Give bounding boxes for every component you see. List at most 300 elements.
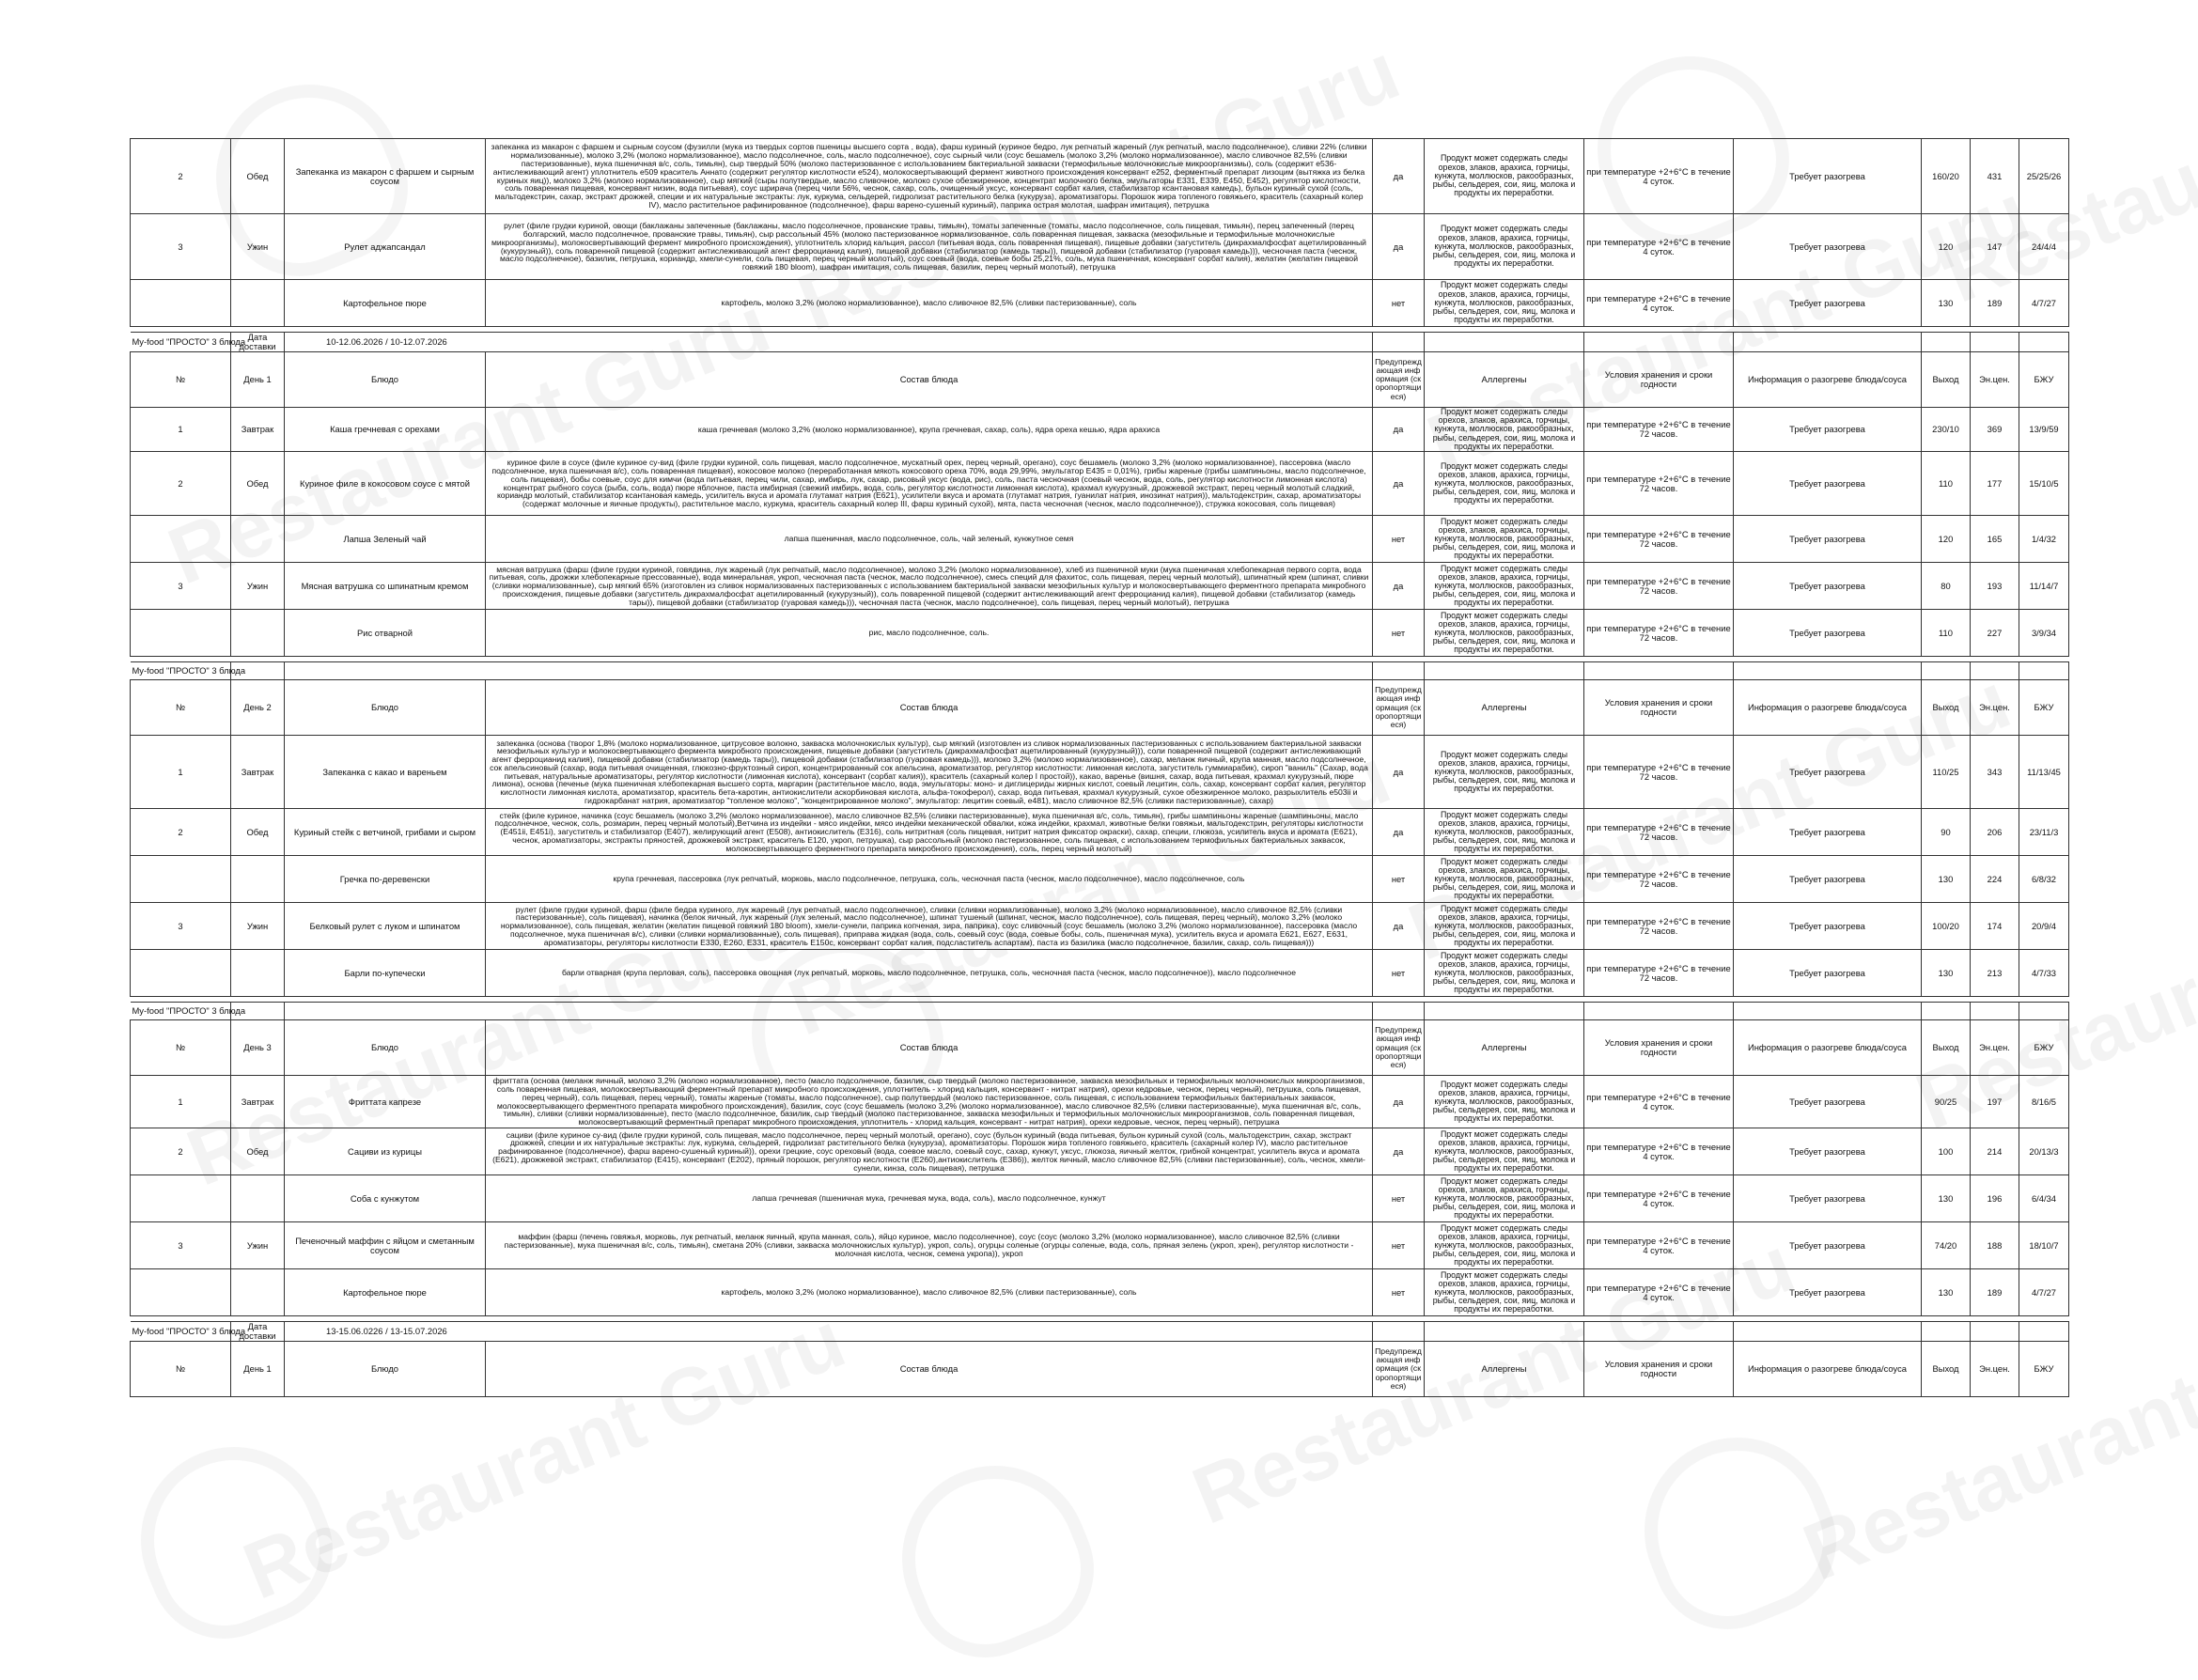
empty-cell [1922, 333, 1971, 352]
storage-conditions: при температуре +2+6°С в течение 72 часов. [1584, 950, 1734, 997]
dish-composition: рулет (филе грудки куриной, фарш (филе бедра куриного, лук жареный (лук репчатый, масло подсолнечное), сливки (сливки нормализованные), молоко 3,2% (молоко нормализованное), масло сливочное 82,5% (сливки пастеризованные), соль пищевая), начинка (белок яичный, лук жареный (лук зеленый, масло подсолнечное), шпинат тушеный (шпинат, чеснок, масло подсолнечное), соль пищевая, перец черный), молоко 3,2% (молоко нормализованное), соль пищевая, желатин (желатин пищевой говяжий 180 bloom), хмели-сунели, паприка копченая, зира, паприка), соус сливочный (соус бешамель (молоко 3,2% (молоко нормализованное), пассеровка (масло подсолнечное, мука пшеничная в/с), сливки (сливки нормализованные), соль пищевая), приправа жидкая (вода, соль, соевый соус (вода, соевые бобы, соль, пшеничная мука), усилитель вкуса и аромата Е621, Е627, Е631, ароматизаторы, регуляторы кислотности Е330, Е260, Е331, краситель Е150с, консервант сорбат калия, подсластитель аспартам), паста из базилика (масло подсолнечное, базилик, сахар, соль пищевая))) [486, 903, 1373, 950]
empty-cell [1734, 662, 1922, 680]
perishable-warning: да [1373, 809, 1425, 856]
header-composition: Состав блюда [486, 680, 1373, 736]
portion-yield: 120 [1922, 214, 1971, 280]
heating-info: Требует разогрева [1734, 1128, 1922, 1175]
energy-value: 196 [1971, 1175, 2019, 1222]
header-number: № [131, 1342, 231, 1397]
bju-value: 4/7/27 [2019, 280, 2069, 327]
heating-info: Требует разогрева [1734, 610, 1922, 657]
allergens-note: Продукт может содержать следы орехов, злаков, арахиса, горчицы, кунжута, моллюсков, ракообразных, рыбы, сельдерея, сои, яиц, молока и продукты их переработки. [1425, 1128, 1584, 1175]
bju-value: 4/7/33 [2019, 950, 2069, 997]
menu-name: My-food "ПРОСТО" 3 блюда [132, 1326, 246, 1337]
dish-name: Белковый рулет с луком и шпинатом [285, 903, 486, 950]
storage-conditions: при температуре +2+6°С в течение 72 часов. [1584, 736, 1734, 809]
header-energy: Эн.цен. [1971, 1342, 2019, 1397]
table-row [131, 407, 2069, 451]
header-allergens: Аллергены [1425, 1342, 1584, 1397]
watermark-logo-icon [1616, 1409, 1859, 1652]
heating-info: Требует разогрева [1734, 516, 1922, 563]
row-number [131, 516, 231, 563]
dish-name: Гречка по-деревенски [285, 856, 486, 903]
table-row [131, 452, 2069, 516]
empty-cell [1373, 1003, 1425, 1020]
row-number: 1 [131, 1076, 231, 1128]
delivery-dates: 13-15.06.0226 / 13-15.07.2026 [326, 1326, 447, 1337]
portion-yield: 160/20 [1922, 139, 1971, 214]
heating-info: Требует разогрева [1734, 856, 1922, 903]
header-composition: Состав блюда [486, 1020, 1373, 1076]
row-number [131, 1269, 231, 1316]
watermark-logo-icon [113, 1419, 355, 1661]
table-row [131, 563, 2069, 610]
menu-info-row [131, 662, 2069, 680]
row-number [131, 950, 231, 997]
storage-conditions: при температуре +2+6°С в течение 4 суток. [1584, 1175, 1734, 1222]
header-storage: Условия хранения и сроки годности [1584, 680, 1734, 736]
menu-name: My-food "ПРОСТО" 3 блюда [132, 335, 246, 347]
header-energy: Эн.цен. [1971, 680, 2019, 736]
perishable-warning: да [1373, 452, 1425, 516]
header-warning: Предупреждающая информация (скоропортящиеся) [1373, 1342, 1425, 1397]
empty-cell [1584, 1003, 1734, 1020]
heating-info: Требует разогрева [1734, 214, 1922, 280]
bju-value: 25/25/26 [2019, 139, 2069, 214]
meal-type: Завтрак [231, 736, 285, 809]
bju-value: 11/13/45 [2019, 736, 2069, 809]
empty-cell [1425, 1322, 1584, 1342]
portion-yield: 74/20 [1922, 1222, 1971, 1269]
meal-type [231, 856, 285, 903]
dish-composition: рулет (филе грудки куриной, овощи (баклажаны запеченные (баклажаны, масло подсолнечное, прованские травы, тимьян), томаты запеченные (томаты, масло подсолнечное, соль пищевая, тимьян), перец запеченный (перец болгарский, масло подсолнечное, прованские травы, тимьян), сыр рассольный 45% (молоко пастеризованное нормализованное, соль поваренная пищевая, закваска (мезофильные и термофильные молочнокислые микроорганизмы), молокосвертывающий фермент микробного происхождения), уплотнитель хлорид кальция, рассол (питьевая вода, соль поваренная пищевая), пищевые добавки (загуститель (дикрахмалфосфат ацетилированный (кукурузный)), соль поваренной пищевой (содержит антислеживающий агент ферроцианид калия), пищевой добавки (стабилизатор (камедь тары)), пищевой добавки (стабилизатор (гуаровая камедь))), чесночная паста (чеснок, масло подсолнечное), базилик, петрушка, кориандр, хмели-сунели, соль пищевая, перец черный молотый), соус соевый (вода, соевые бобы 25,21%, соль, мука пшеничная, консервант сорбат калия), желатин (желатин пищевой говяжий 180 bloom), шафран имитация, соль пищевая, базилик, перец черный молотый), петрушка [486, 214, 1373, 280]
empty-cell [1373, 333, 1425, 352]
perishable-warning: нет [1373, 280, 1425, 327]
portion-yield: 80 [1922, 563, 1971, 610]
allergens-note: Продукт может содержать следы орехов, злаков, арахиса, горчицы, кунжута, моллюсков, ракообразных, рыбы, сельдерея, сои, яиц, молока и продукты их переработки. [1425, 1222, 1584, 1269]
meal-type: Обед [231, 452, 285, 516]
heating-info: Требует разогрева [1734, 1269, 1922, 1316]
energy-value: 431 [1971, 139, 2019, 214]
empty-cell [1373, 1322, 1425, 1342]
perishable-warning: нет [1373, 950, 1425, 997]
table-row [131, 610, 2069, 657]
header-bju: БЖУ [2019, 351, 2069, 407]
menu-name: My-food "ПРОСТО" 3 блюда [132, 1005, 246, 1017]
storage-conditions: при температуре +2+6°С в течение 4 суток. [1584, 214, 1734, 280]
row-number: 2 [131, 1128, 231, 1175]
energy-value: 224 [1971, 856, 2019, 903]
header-heating: Информация о разогреве блюда/соуса [1734, 680, 1922, 736]
storage-conditions: при температуре +2+6°С в течение 72 часов. [1584, 452, 1734, 516]
energy-value: 177 [1971, 452, 2019, 516]
perishable-warning: да [1373, 139, 1425, 214]
allergens-note: Продукт может содержать следы орехов, злаков, арахиса, горчицы, кунжута, моллюсков, ракообразных, рыбы, сельдерея, сои, яиц, молока и продукты их переработки. [1425, 950, 1584, 997]
empty-cell [1922, 1003, 1971, 1020]
header-storage: Условия хранения и сроки годности [1584, 351, 1734, 407]
table-row [131, 903, 2069, 950]
energy-value: 189 [1971, 280, 2019, 327]
empty-cell [1922, 1322, 1971, 1342]
portion-yield: 100/20 [1922, 903, 1971, 950]
storage-conditions: при температуре +2+6°С в течение 4 суток. [1584, 280, 1734, 327]
bju-value: 11/14/7 [2019, 563, 2069, 610]
row-number: 3 [131, 214, 231, 280]
watermark-logo-icon [874, 1438, 1116, 1680]
heating-info: Требует разогрева [1734, 903, 1922, 950]
storage-conditions: при температуре +2+6°С в течение 72 часов. [1584, 516, 1734, 563]
perishable-warning: да [1373, 563, 1425, 610]
dish-composition: мясная ватрушка (фарш (филе грудки куриной, говядина, лук жареный (лук репчатый, масло подсолнечное), молоко 3,2% (молоко нормализованное), хлеб из пшеничной муки (мука пшеничная хлебопекарная первого сорта, вода питьевая, соль, дрожжи хлебопекарные прессованные), вода минеральная, укроп, чесночная паста (чеснок, масло подсолнечное), смесь специй для фахитос, соль пищевая, перец черный молотый), шпинатный крем (шпинат, сливки (сливки нормализованные), сыр мягкий 65% (изготовлен из сливок нормализованных пастеризованных с использованием бактериальной закваски мезофильных культур и молокосвертывающего ферментного препарата микробного происхождения, пищевые добавки (загуститель дикрахмалфосфат ацетилированный (кукурузный)), соль поваренной пищевой (содержит антислеживающий агент ферроцианид калия), пищевой добавки (стабилизатор (камедь тары)), пищевой добавки (стабилизатор (гуаровая камедь))), чесночная паста (чеснок, масло подсолнечное), соль пищевая, перец черный молотый), петрушка [486, 563, 1373, 610]
empty-cell [1425, 333, 1584, 352]
heating-info: Требует разогрева [1734, 452, 1922, 516]
header-composition: Состав блюда [486, 1342, 1373, 1397]
allergens-note: Продукт может содержать следы орехов, злаков, арахиса, горчицы, кунжута, моллюсков, ракообразных, рыбы, сельдерея, сои, яиц, молока и продукты их переработки. [1425, 736, 1584, 809]
bju-value: 24/4/4 [2019, 214, 2069, 280]
table-header-row [131, 1342, 2069, 1397]
dish-composition: картофель, молоко 3,2% (молоко нормализованное), масло сливочное 82,5% (сливки пастеризованные), соль [486, 1269, 1373, 1316]
empty-cell [1584, 1322, 1734, 1342]
allergens-note: Продукт может содержать следы орехов, злаков, арахиса, горчицы, кунжута, моллюсков, ракообразных, рыбы, сельдерея, сои, яиц, молока и продукты их переработки. [1425, 903, 1584, 950]
row-number [131, 610, 231, 657]
energy-value: 197 [1971, 1076, 2019, 1128]
energy-value: 165 [1971, 516, 2019, 563]
perishable-warning: нет [1373, 1222, 1425, 1269]
allergens-note: Продукт может содержать следы орехов, злаков, арахиса, горчицы, кунжута, моллюсков, ракообразных, рыбы, сельдерея, сои, яиц, молока и продукты их переработки. [1425, 280, 1584, 327]
header-energy: Эн.цен. [1971, 1020, 2019, 1076]
header-heating: Информация о разогреве блюда/соуса [1734, 1342, 1922, 1397]
heating-info: Требует разогрева [1734, 809, 1922, 856]
header-number: № [131, 351, 231, 407]
allergens-note: Продукт может содержать следы орехов, злаков, арахиса, горчицы, кунжута, моллюсков, ракообразных, рыбы, сельдерея, сои, яиц, молока и продукты их переработки. [1425, 809, 1584, 856]
header-allergens: Аллергены [1425, 351, 1584, 407]
table-row [131, 214, 2069, 280]
dish-composition: лапша гречневая (пшеничная мука, гречневая мука, вода, соль), масло подсолнечное, кунжут [486, 1175, 1373, 1222]
row-number: 3 [131, 1222, 231, 1269]
table-row [131, 280, 2069, 327]
allergens-note: Продукт может содержать следы орехов, злаков, арахиса, горчицы, кунжута, моллюсков, ракообразных, рыбы, сельдерея, сои, яиц, молока и продукты их переработки. [1425, 856, 1584, 903]
portion-yield: 230/10 [1922, 407, 1971, 451]
meal-type: Обед [231, 139, 285, 214]
header-day: День 2 [231, 680, 285, 736]
dish-composition: запеканка (основа (творог 1,8% (молоко нормализованное, цитрусовое волокно, закваска молочнокислых культур), сыр мягкий (изготовлен из сливок нормализованных пастеризованных с использованием бактериальной закваски мезофильных культур и молокосвертывающего фермента микробного происхождения, пищевые добавки (загуститель (дикрахмалфосфат ацетилированный (кукурузный))), соли поваренной пищевой (содержит антислеживающий агент ферроцианид калия), пищевой добавки (стабилизатор (камедь тары)), пищевой добавки (стабилизатор (гуаровая камедь))), молоко 3,2% (молоко нормализованное), сахар, меланж яичный, крупа манная, масло подсолнечное, сок апельсиновый (сахар, вода питьевая очищенная, глюкозно-фруктозный сироп, концентрированный сок апельсина, ароматизатор, регулятор кислотности: лимонная кислота, загуститель гуммиарабик), сироп "ваниль" (Сахар, вода питьевая, натуральные ароматизаторы, регулятор кислотности (лимонная кислота), консервант (сорбат калия)), краситель (сахарный колер I простой)), какао, варенье (вишня, сахар, вода питьевая, крахмал кукурузный, пюре лимона), основа (печенье (мука пшеничная хлебопекарная высшего сорта, маргарин (растительное масло, вода, эмульгаторы: моно- и диглицериды жирных кислот, соевый лецитин, соль, сахар, консервант сорбат калия, регулятор кислотности лимонная кислота, ароматизатор, краситель бета-каротин, антиокислители аскорбиновая кислота, альфа-токоферол), сахар, вода питьевая, крахмал кукурузный, сухое обезжиренное молоко, разрыхлитель е503ii и гидрокарбанат натрия, ароматизатор "топленое молоко", "концентрированное молоко", эмульгатор: лецитин соевый, е481), масло сливочное 82,5% (сливки пастеризованные), сахар) [486, 736, 1373, 809]
dish-name: Рис отварной [285, 610, 486, 657]
empty-cell [2019, 662, 2069, 680]
perishable-warning: да [1373, 1128, 1425, 1175]
row-number: 2 [131, 809, 231, 856]
header-bju: БЖУ [2019, 1020, 2069, 1076]
row-number: 1 [131, 736, 231, 809]
menu-table [130, 138, 2069, 1397]
perishable-warning: да [1373, 736, 1425, 809]
storage-conditions: при температуре +2+6°С в течение 72 часов. [1584, 903, 1734, 950]
meal-type: Завтрак [231, 407, 285, 451]
storage-conditions: при температуре +2+6°С в течение 4 суток. [1584, 1269, 1734, 1316]
energy-value: 369 [1971, 407, 2019, 451]
meal-type: Обед [231, 809, 285, 856]
portion-yield: 90/25 [1922, 1076, 1971, 1128]
menu-info-row [131, 1322, 2069, 1342]
dish-composition: барли отварная (крупа перловая, соль), пассеровка овощная (лук репчатый, морковь, масло подсолнечное, петрушка, соль, чесночная паста (чеснок, масло подсолнечное)), масло подсолнечное [486, 950, 1373, 997]
table-row [131, 950, 2069, 997]
storage-conditions: при температуре +2+6°С в течение 72 часов. [1584, 563, 1734, 610]
header-heating: Информация о разогреве блюда/соуса [1734, 1020, 1922, 1076]
bju-value: 13/9/59 [2019, 407, 2069, 451]
empty-cell [1373, 662, 1425, 680]
energy-value: 214 [1971, 1128, 2019, 1175]
heating-info: Требует разогрева [1734, 1076, 1922, 1128]
header-day: День 1 [231, 1342, 285, 1397]
meal-type: Обед [231, 1128, 285, 1175]
allergens-note: Продукт может содержать следы орехов, злаков, арахиса, горчицы, кунжута, моллюсков, ракообразных, рыбы, сельдерея, сои, яиц, молока и продукты их переработки. [1425, 139, 1584, 214]
header-allergens: Аллергены [1425, 680, 1584, 736]
dish-composition: сациви (филе куриное су-вид (филе грудки куриной, соль пищевая, масло подсолнечное, перец черный молотый, орегано), соус (бульон куриный (вода питьевая, бульон куриный сухой (соль, мальтодекстрин, сахар, экстракт дрожжей, специи и их натуральные экстракты: лук, куркума, сельдерей, гидролизат растительного белка (кукуруза), ароматизаторы. Порошок жира топленого говяжьего, краситель (сахарный колер IV), масло растительное рафинированное (подсолнечное), фарш варено-сушеный куриный)), орехи грецкие, соус ореховый (вода, соевое масло, соевый соус, сахар, кунжут, уксус, глюкоза, яичный желток, грибной концентрат, усилитель вкуса и аромата (Е621), дрожжевой экстракт, стабилизатор (Е415), консервант (Е202), пряный порошок, регулятор кислотности (Е260),антиокислитель (Е386)), желток яичный, масло сливочное 82,5% (сливки пастеризованные), соль, чеснок, хмели-сунели, кинза, соль пищевая), петрушка [486, 1128, 1373, 1175]
energy-value: 174 [1971, 903, 2019, 950]
dish-name: Запеканка с какао и вареньем [285, 736, 486, 809]
header-dish: Блюдо [285, 1342, 486, 1397]
empty-cell [1734, 333, 1922, 352]
header-warning: Предупреждающая информация (скоропортящиеся) [1373, 351, 1425, 407]
energy-value: 227 [1971, 610, 2019, 657]
portion-yield: 90 [1922, 809, 1971, 856]
allergens-note: Продукт может содержать следы орехов, злаков, арахиса, горчицы, кунжута, моллюсков, ракообразных, рыбы, сельдерея, сои, яиц, молока и продукты их переработки. [1425, 516, 1584, 563]
storage-conditions: при температуре +2+6°С в течение 72 часов. [1584, 809, 1734, 856]
dish-composition: рис, масло подсолнечное, соль. [486, 610, 1373, 657]
header-day: День 1 [231, 351, 285, 407]
dish-name: Картофельное пюре [285, 280, 486, 327]
header-warning: Предупреждающая информация (скоропортящиеся) [1373, 1020, 1425, 1076]
allergens-note: Продукт может содержать следы орехов, злаков, арахиса, горчицы, кунжута, моллюсков, ракообразных, рыбы, сельдерея, сои, яиц, молока и продукты их переработки. [1425, 1269, 1584, 1316]
energy-value: 147 [1971, 214, 2019, 280]
heating-info: Требует разогрева [1734, 1175, 1922, 1222]
delivery-date-label: Дата доставки [231, 333, 285, 352]
dish-composition: крупа гречневая, пассеровка (лук репчатый, морковь, масло подсолнечное, петрушка, соль, чесночная паста (чеснок, масло подсолнечное), масло подсолнечное, соль [486, 856, 1373, 903]
table-row [131, 1222, 2069, 1269]
bju-value: 4/7/27 [2019, 1269, 2069, 1316]
empty-cell [2019, 1322, 2069, 1342]
meal-type [231, 610, 285, 657]
header-bju: БЖУ [2019, 680, 2069, 736]
delivery-dates: 10-12.06.2026 / 10-12.07.2026 [326, 335, 447, 347]
table-row [131, 1269, 2069, 1316]
energy-value: 213 [1971, 950, 2019, 997]
dish-composition: фриттата (основа (меланж яичный, молоко 3,2% (молоко нормализованное), песто (масло подсолнечное, базилик, сыр твердый (молоко пастеризованное, закваска мезофильных и термофильных молочнокислых микроорганизмов, соль поваренная пищевая, молокосвертывающий ферментный препарат микробного происхождения, уплотнитель - хлорид кальция, консервант - нитрат натрия), орехи кедровые, чеснок, перец черный), петрушка, соль пищевая, перец черный), соль пищевая, перец черный), томаты жареные (томаты, масло подсолнечное), сыр полутвердый (молоко пастеризованное, соль пищевая, с использованием термофильных бактериальных заквасок, молокосвертывающего ферментного препарата микробного происхождения), базилик, соус (соус бешамель (молоко 3,2% (молоко нормализованное), масло сливочное 82,5% (сливки пастеризованные), мука пшеничная в/с, соль, тимьян), сливки (сливки нормализованные), песто (масло подсолнечное, базилик, сыр твердый (молоко пастеризованное, закваска мезофильных и термофильных молочнокислых микроорганизмов, соль поваренная пищевая, молокосвертывающий ферментный препарат микробного происхождения, уплотнитель - хлорид кальция, консервант - нитрат натрия), орехи кедровые, чеснок, перец черный), петрушка [486, 1076, 1373, 1128]
table-row [131, 1076, 2069, 1128]
empty-cell [1584, 662, 1734, 680]
storage-conditions: при температуре +2+6°С в течение 4 суток. [1584, 1222, 1734, 1269]
empty-cell [1734, 1322, 1922, 1342]
meal-type [231, 280, 285, 327]
portion-yield: 130 [1922, 950, 1971, 997]
heating-info: Требует разогрева [1734, 563, 1922, 610]
meal-type [231, 1269, 285, 1316]
empty-cell [1734, 1003, 1922, 1020]
bju-value: 1/4/32 [2019, 516, 2069, 563]
empty-cell [1971, 662, 2019, 680]
bju-value: 20/13/3 [2019, 1128, 2069, 1175]
dish-name: Печеночный маффин с яйцом и сметанным соусом [285, 1222, 486, 1269]
dish-name: Лапша Зеленый чай [285, 516, 486, 563]
portion-yield: 130 [1922, 856, 1971, 903]
meal-type: Ужин [231, 214, 285, 280]
heating-info: Требует разогрева [1734, 280, 1922, 327]
heating-info: Требует разогрева [1734, 1222, 1922, 1269]
dish-composition: лапша пшеничная, масло подсолнечное, соль, чай зеленый, кунжутное семя [486, 516, 1373, 563]
empty-cell [1922, 662, 1971, 680]
dish-composition: куриное филе в соусе (филе куриное су-вид (филе грудки куриной, соль пищевая, масло подсолнечное, мускатный орех, перец черный, орегано), соус бешамель (молоко 3,2% (молоко нормализованное), пассеровка (масло подсолнечное, мука пшеничная в/с), соль поваренная пищевая), кокосовое молоко (переработанная мякоть кокосового ореха 70%, вода 29,99%, эмульгатор Е435 = 0,01%), грибы жареные (грибы шампиньоны, масло подсолнечное, соль пищевая), бобы соевые, соус для кимчи (вода питьевая, перец чили, сахар, имбирь, лук, сахар, рисовый уксус (вода, рис), соль, паста чесночная (соевый чеснок, вода, соль, регулятор кислотности лимонная кислота) концентрат рыбного соуса (рыба, соль, вода) пюре яблочное, паста имбирная (свежий имбирь, вода, соль, регулятор кислотности лимонная кислота), крахмал кукурузный, дрожжевой экстракт, перец черный молотый сладкий, кориандр молотый, стабилизатор ксантановая камедь, усилитель вкуса и аромата глутамат натрия (Е621), усилители вкуса и аромата (глутамат натрия, гуанилат натрия, инозинат натрия)), мальтодекстрин, сахар, ароматизаторы (содержат молочные и яичные продукты), растительное масло, куркума, краситель сахарный колер III, фарш куриный сухой), мята, паста чесночная (чеснок, масло подсолнечное)), стружка кокосовая, соль пищевая) [486, 452, 1373, 516]
header-storage: Условия хранения и сроки годности [1584, 1342, 1734, 1397]
table-header-row [131, 351, 2069, 407]
bju-value: 3/9/34 [2019, 610, 2069, 657]
portion-yield: 130 [1922, 1175, 1971, 1222]
dish-composition: запеканка из макарон с фаршем и сырным соусом (фузилли (мука из твердых сортов пшеницы высшего сорта , вода), фарш куриный (куриное бедро, лук репчатый жареный (лук репчатый, масло подсолнечное), сливки 22% (сливки нормализованные), молоко 3,2% (молоко нормализованное), масло подсолнечное, соль, масло подсолнечное), соус сырный чили (соус бешамель (молоко 3,2% (молоко нормализованное), масло сливочное 82,5% (сливки пастеризованные), мука пшеничная в/с, соль, тимьян), сыр твердый 50% (молоко пастеризованное с использованием бактериальной закваски (термофильные молочнокислые микроорганизмы), соль (содержит е536- антислеживающий агент) уплотнитель е509 краситель Аннато (содержит регулятор кислотности е524), молокосвертывающий фермент животного происхождения консервант е252, ферментный препарат лизоцим (вытяжка из белка куриных яиц)), молоко 3,2% (молоко нормализованное), сыр мягкий (сыры полутвердые, масло сливочное, молоко сухое обезжиренное, концентрат молочного белка, эмульгаторы Е331, Е339, Е450, Е452), регулятор кислотности, соль поваренная пищевая, консервант низин, вода питьевая), соус шрирача (перец чили 56%, чеснок, сахар, соль, очищенный уксус, консервант сорбат калия, стабилизатор ксантановая камедь), бульон куриный сухой (соль, мальтодекстрин, сахар, экстракт дрожжей, специи и их натуральные экстракты: лук, куркума, сельдерей, гидролизат растительного белка (кукуруза), ароматизаторы. Порошок жира топленого говяжьего, краситель (сахарный колер IV), масло растительное рафинированное (подсолнечное), фарш варено-сушеный куриный), паприка острая молотая, шафран имитация), петрушка [486, 139, 1373, 214]
header-allergens: Аллергены [1425, 1020, 1584, 1076]
dish-composition: стейк (филе куриное, начинка (соус бешамель (молоко 3,2% (молоко нормализованное), масло сливочное 82,5% (сливки пастеризованные), мука пшеничная в/с, соль, тимьян), грибы шампиньоны жареные (шампиньоны, масло подсолнечное, чеснок, соль, розмарин, перец черный молотый),Ветчина из индейки - мясо индейки, мясо индейки механической обвалки, кожа индейки, крахмал, животные белки говяжьи, мальтодекстрин, регуляторы кислотности (Е451ii, Е451i), загуститель и стабилизатор (Е407), желирующий агент (Е508), антиокислитель (Е316), соль нитритная (соль пищевая, нитрит натрия фиксатор окраски), сахар, специи, глюкоза, усилитель вкуса и аромата (Е621), чеснок, ароматизаторы, экстракты пряностей, дрожжевой экстракт, краситель Е120, укроп, петрушка), сыр рассольный (молоко пастеризованное, соль пищевая, с использованием термофильных бактериальных заквасок, молокосвертывающего ферментного препарата микробного происхождения), соль, перец черный молотый) [486, 809, 1373, 856]
allergens-note: Продукт может содержать следы орехов, злаков, арахиса, горчицы, кунжута, моллюсков, ракообразных, рыбы, сельдерея, сои, яиц, молока и продукты их переработки. [1425, 407, 1584, 451]
heating-info: Требует разогрева [1734, 950, 1922, 997]
portion-yield: 130 [1922, 1269, 1971, 1316]
row-number [131, 856, 231, 903]
dish-name: Мясная ватрушка со шпинатным кремом [285, 563, 486, 610]
empty-cell [1971, 1322, 2019, 1342]
meal-type: Ужин [231, 1222, 285, 1269]
dish-composition: маффин (фарш (печень говяжья, морковь, лук репчатый, меланж яичный, крупа манная, соль), яйцо куриное, масло подсолнечное), соус (соус (молоко 3,2% (молоко нормализованное), масло сливочное 82,5% (сливки пастеризованные), мука пшеничная в/с, соль, тимьян), сметана 20% (сливки, закваска молочнокислых культур), укроп, соль), огурцы соленые (огурцы соленые, вода, соль, пряная зелень (укроп, хрен), регулятор кислотности - молочная кислота, чеснок, семена укропа)), укроп [486, 1222, 1373, 1269]
empty-cell [1971, 1003, 2019, 1020]
perishable-warning: да [1373, 903, 1425, 950]
dish-name: Рулет аджапсандал [285, 214, 486, 280]
storage-conditions: при температуре +2+6°С в течение 72 часов. [1584, 610, 1734, 657]
heating-info: Требует разогрева [1734, 139, 1922, 214]
row-number [131, 280, 231, 327]
allergens-note: Продукт может содержать следы орехов, злаков, арахиса, горчицы, кунжута, моллюсков, ракообразных, рыбы, сельдерея, сои, яиц, молока и продукты их переработки. [1425, 214, 1584, 280]
dish-name: Каша гречневая с орехами [285, 407, 486, 451]
dish-name: Барли по-купечески [285, 950, 486, 997]
bju-value: 8/16/5 [2019, 1076, 2069, 1128]
storage-conditions: при температуре +2+6°С в течение 4 суток. [1584, 1128, 1734, 1175]
table-row [131, 1175, 2069, 1222]
portion-yield: 110 [1922, 452, 1971, 516]
portion-yield: 120 [1922, 516, 1971, 563]
table-row [131, 809, 2069, 856]
energy-value: 193 [1971, 563, 2019, 610]
meal-type: Ужин [231, 563, 285, 610]
meal-type [231, 1175, 285, 1222]
table-row [131, 516, 2069, 563]
delivery-dates [285, 1003, 1373, 1020]
perishable-warning: нет [1373, 1175, 1425, 1222]
table-row [131, 736, 2069, 809]
row-number: 3 [131, 563, 231, 610]
allergens-note: Продукт может содержать следы орехов, злаков, арахиса, горчицы, кунжута, моллюсков, ракообразных, рыбы, сельдерея, сои, яиц, молока и продукты их переработки. [1425, 1076, 1584, 1128]
bju-value: 15/10/5 [2019, 452, 2069, 516]
meal-type [231, 950, 285, 997]
menu-name: My-food "ПРОСТО" 3 блюда [132, 665, 246, 677]
meal-type: Ужин [231, 903, 285, 950]
perishable-warning: нет [1373, 856, 1425, 903]
row-number: 3 [131, 903, 231, 950]
energy-value: 188 [1971, 1222, 2019, 1269]
allergens-note: Продукт может содержать следы орехов, злаков, арахиса, горчицы, кунжута, моллюсков, ракообразных, рыбы, сельдерея, сои, яиц, молока и продукты их переработки. [1425, 452, 1584, 516]
portion-yield: 130 [1922, 280, 1971, 327]
perishable-warning: нет [1373, 1269, 1425, 1316]
header-yield: Выход [1922, 1342, 1971, 1397]
empty-cell [1971, 333, 2019, 352]
dish-name: Сациви из курицы [285, 1128, 486, 1175]
dish-name: Куриный стейк с ветчиной, грибами и сыром [285, 809, 486, 856]
heating-info: Требует разогрева [1734, 407, 1922, 451]
meal-type [231, 516, 285, 563]
storage-conditions: при температуре +2+6°С в течение 4 суток. [1584, 1076, 1734, 1128]
portion-yield: 110 [1922, 610, 1971, 657]
allergens-note: Продукт может содержать следы орехов, злаков, арахиса, горчицы, кунжута, моллюсков, ракообразных, рыбы, сельдерея, сои, яиц, молока и продукты их переработки. [1425, 1175, 1584, 1222]
header-yield: Выход [1922, 1020, 1971, 1076]
row-number: 2 [131, 139, 231, 214]
dish-name: Картофельное пюре [285, 1269, 486, 1316]
energy-value: 206 [1971, 809, 2019, 856]
bju-value: 23/11/3 [2019, 809, 2069, 856]
dish-composition: каша гречневая (молоко 3,2% (молоко нормализованное), крупа гречневая, сахар, соль), ядра ореха кешью, ядра арахиса [486, 407, 1373, 451]
perishable-warning: да [1373, 214, 1425, 280]
storage-conditions: при температуре +2+6°С в течение 72 часов. [1584, 407, 1734, 451]
header-storage: Условия хранения и сроки годности [1584, 1020, 1734, 1076]
dish-name: Куриное филе в кокосовом соусе с мятой [285, 452, 486, 516]
heating-info: Требует разогрева [1734, 736, 1922, 809]
header-dish: Блюдо [285, 351, 486, 407]
dish-name: Соба с кунжутом [285, 1175, 486, 1222]
table-row [131, 139, 2069, 214]
portion-yield: 110/25 [1922, 736, 1971, 809]
menu-info-row [131, 1003, 2069, 1020]
header-day: День 3 [231, 1020, 285, 1076]
meal-type: Завтрак [231, 1076, 285, 1128]
empty-cell [1425, 1003, 1584, 1020]
perishable-warning: нет [1373, 610, 1425, 657]
header-number: № [131, 680, 231, 736]
header-composition: Состав блюда [486, 351, 1373, 407]
delivery-dates [285, 662, 1373, 680]
header-bju: БЖУ [2019, 1342, 2069, 1397]
table-header-row [131, 1020, 2069, 1076]
storage-conditions: при температуре +2+6°С в течение 4 суток. [1584, 139, 1734, 214]
row-number [131, 1175, 231, 1222]
header-dish: Блюдо [285, 1020, 486, 1076]
energy-value: 189 [1971, 1269, 2019, 1316]
storage-conditions: при температуре +2+6°С в течение 72 часов. [1584, 856, 1734, 903]
delivery-date-label: Дата доставки [231, 1322, 285, 1342]
dish-name: Запеканка из макарон с фаршем и сырным соусом [285, 139, 486, 214]
dish-name: Фриттата капрезе [285, 1076, 486, 1128]
header-energy: Эн.цен. [1971, 351, 2019, 407]
row-number: 2 [131, 452, 231, 516]
bju-value: 6/4/34 [2019, 1175, 2069, 1222]
perishable-warning: да [1373, 1076, 1425, 1128]
menu-info-row [131, 333, 2069, 352]
row-number: 1 [131, 407, 231, 451]
bju-value: 20/9/4 [2019, 903, 2069, 950]
energy-value: 343 [1971, 736, 2019, 809]
header-number: № [131, 1020, 231, 1076]
perishable-warning: нет [1373, 516, 1425, 563]
table-row [131, 1128, 2069, 1175]
header-dish: Блюдо [285, 680, 486, 736]
table-header-row [131, 680, 2069, 736]
header-heating: Информация о разогреве блюда/соуса [1734, 351, 1922, 407]
allergens-note: Продукт может содержать следы орехов, злаков, арахиса, горчицы, кунжута, моллюсков, ракообразных, рыбы, сельдерея, сои, яиц, молока и продукты их переработки. [1425, 610, 1584, 657]
perishable-warning: да [1373, 407, 1425, 451]
allergens-note: Продукт может содержать следы орехов, злаков, арахиса, горчицы, кунжута, моллюсков, ракообразных, рыбы, сельдерея, сои, яиц, молока и продукты их переработки. [1425, 563, 1584, 610]
header-yield: Выход [1922, 680, 1971, 736]
empty-cell [1584, 333, 1734, 352]
